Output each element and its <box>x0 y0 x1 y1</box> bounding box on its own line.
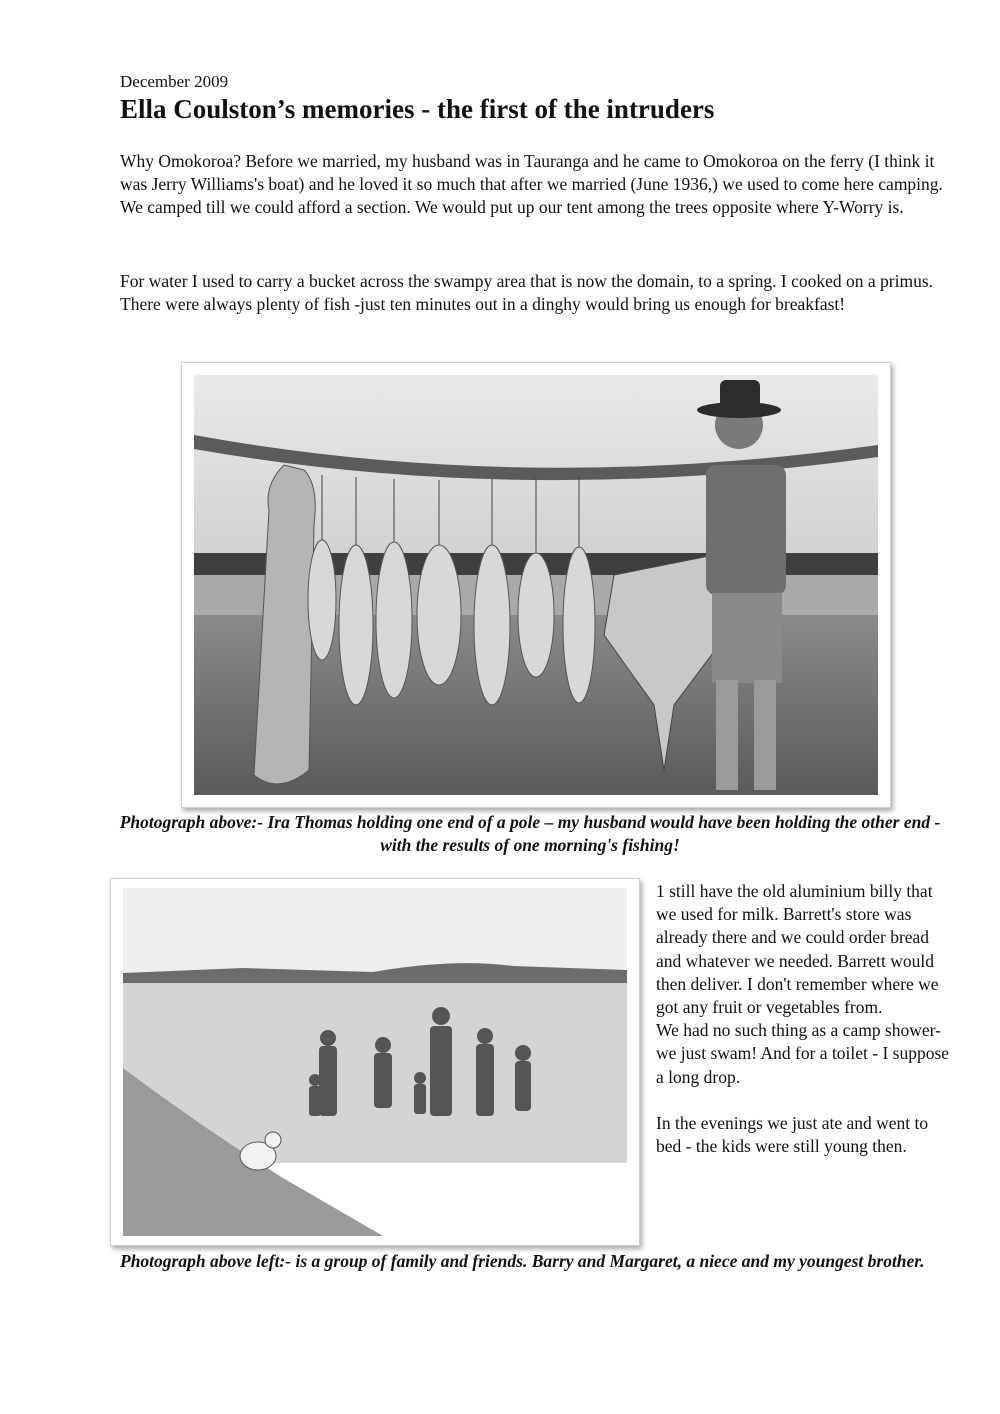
side-paragraph-evenings: In the evenings we just ate and went to bed - the kids were still young then. <box>656 1112 929 1157</box>
side-paragraph-billy: 1 still have the old aluminium billy that we used for milk. Barrett's store was already there and we could order bread and whatever we needed. Barrett would then deliver. I don't remember where we got any fruit or vegetables from. <box>656 881 939 1018</box>
side-paragraph-shower: We had no such thing as a camp shower-we just swam! And for a toilet - I suppose a long drop. <box>656 1020 950 1087</box>
water-paragraph: For water I used to carry a bucket across the swampy area that is now the domain, to a spring. I cooked on a primus. There were always plenty of fish -just ten minutes out in a dinghy would bring us enough for breakfast! <box>120 271 934 314</box>
family-photo-caption: Photograph above left:- is a group of family and friends. Barry and Margaret, a niece and my youngest brother. <box>120 1251 925 1271</box>
side-text <box>656 880 956 1158</box>
document-title: Ella Coulston’s memories - the first of the intruders <box>120 94 715 124</box>
family-photo-image <box>123 888 627 1236</box>
document-date: December 2009 <box>120 72 229 91</box>
intro-paragraph: Why Omokoroa? Before we married, my husband was in Tauranga and he came to Omokoroa on the ferry (I think it was Jerry Williams's boat) and he loved it so much that after we married (June 1936,) we used to come here camping. We camped till we could afford a section. We would put up our tent among the trees opposite where Y-Worry is. <box>120 151 943 217</box>
fishing-photo-image <box>194 375 878 795</box>
fishing-photo <box>181 362 891 808</box>
fishing-photo-caption: Photograph above:- Ira Thomas holding one end of a pole – my husband would have been holding the other end - with the results of one morning's fishing! <box>119 812 941 855</box>
family-photo <box>110 878 640 1246</box>
